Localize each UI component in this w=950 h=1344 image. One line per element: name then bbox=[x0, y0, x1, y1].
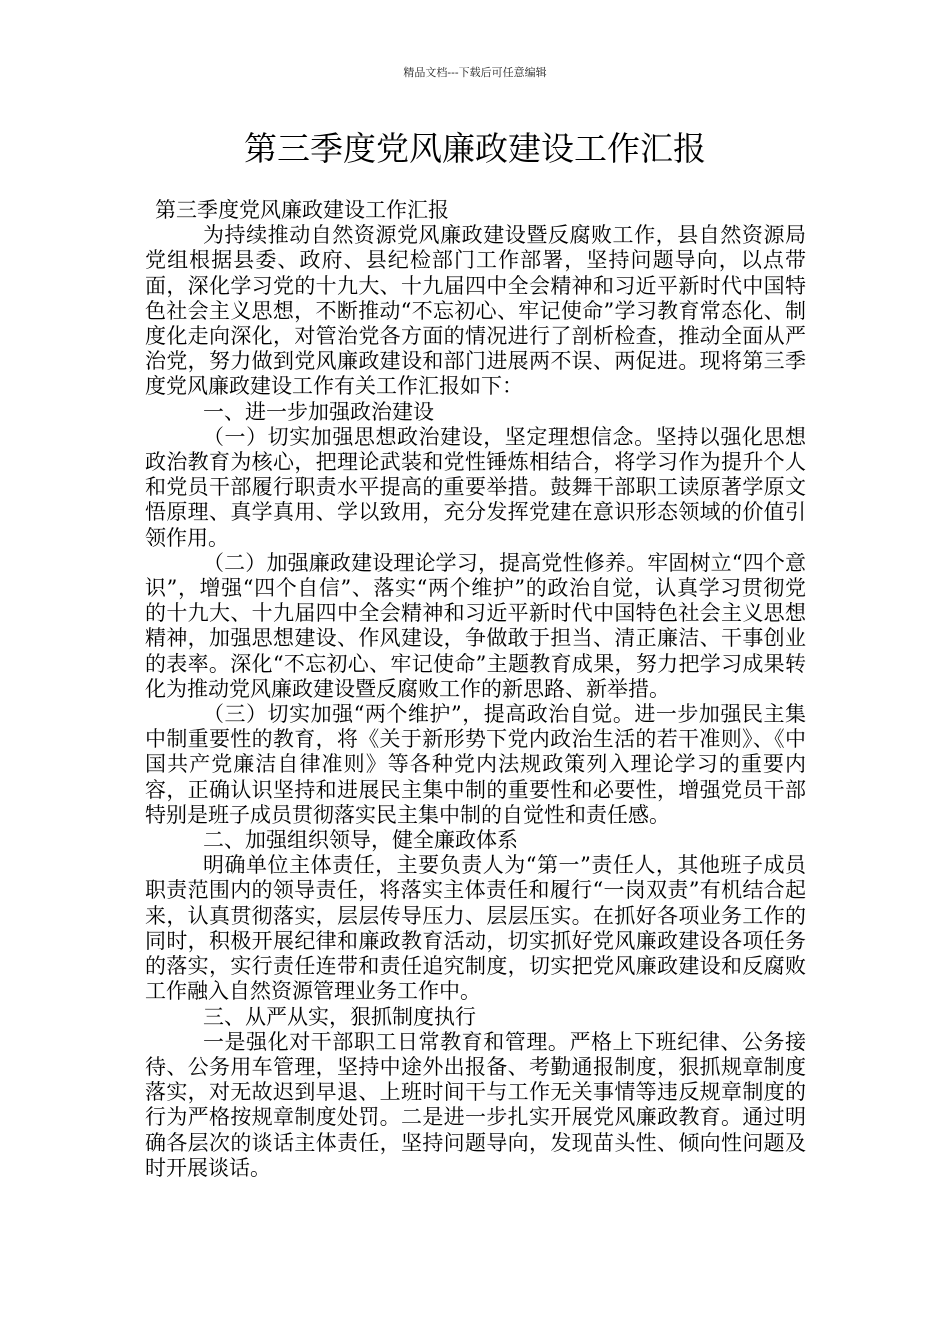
section-heading-1: 一、进一步加强政治建设 bbox=[203, 399, 434, 424]
paragraph-1-2: （二）加强廉政建设理论学习，提高党性修养。牢固树立“四个意识”，增强“四个自信”、落实“两个维护”的政治自觉，认真学习贯彻党的十九大、十九届四中全会精神和习近平新时代中国特色社会主义思想精神，加强思想建设、作风建设，争做敢于担当、清正廉洁、干事创业的表率。深化“不忘初心、牢记使命”主题教育成果，努力把学习成果转化为推动党风廉政建设暨反腐败工作的新思路、新举措。 bbox=[145, 550, 806, 701]
section-heading-2: 二、加强组织领导，健全廉政体系 bbox=[203, 828, 518, 853]
document-title: 第三季度党风廉政建设工作汇报 bbox=[244, 129, 706, 168]
paragraph-intro: 为持续推动自然资源党风廉政建设暨反腐败工作，县自然资源局党组根据县委、政府、县纪检部门工作部署，坚持问题导向，以点带面，深化学习党的十九大、十九届四中全会精神和习近平新时代中国特色社会主义思想，不断推动“不忘初心、牢记使命”学习教育常态化、制度化走向深化，对管治党各方面的情况进行了剖析检查，推动全面从严治党，努力做到党风廉政建设和部门进展两不误、两促进。现将第三季度党风廉政建设工作有关工作汇报如下： bbox=[145, 223, 806, 399]
document-subtitle: 第三季度党风廉政建设工作汇报 bbox=[155, 198, 449, 222]
paragraph-3: 一是强化对干部职工日常教育和管理。严格上下班纪律、公务接待、公务用车管理，坚持中途外出报备、考勤通报制度，狠抓规章制度落实，对无故迟到早退、上班时间干与工作无关事情等违反规章制度的行为严格按规章制度处罚。二是进一步扎实开展党风廉政教育。通过明确各层次的谈话主体责任，坚持问题导向，发现苗头性、倾向性问题及时开展谈话。 bbox=[145, 1029, 806, 1180]
header-note: 精品文档---下载后可任意编辑 bbox=[403, 66, 547, 79]
paragraph-2: 明确单位主体责任，主要负责人为“第一”责任人，其他班子成员职责范围内的领导责任，将落实主体责任和履行“一岗双责”有机结合起来，认真贯彻落实，层层传导压力、层层压实。在抓好各项业务工作的同时，积极开展纪律和廉政教育活动，切实抓好党风廉政建设各项任务的落实，实行责任连带和责任追究制度，切实把党风廉政建设和反腐败工作融入自然资源管理业务工作中。 bbox=[145, 853, 806, 1004]
section-heading-3: 三、从严从实，狠抓制度执行 bbox=[203, 1004, 476, 1029]
paragraph-1-3: （三）切实加强“两个维护”，提高政治自觉。进一步加强民主集中制重要性的教育，将《关于新形势下党内政治生活的若干准则》、《中国共产党廉洁自律准则》等各种党内法规政策列入理论学习的重要内容，正确认识坚持和进展民主集中制的重要性和必要性，增强党员干部特别是班子成员贯彻落实民主集中制的自觉性和责任感。 bbox=[145, 702, 806, 827]
document-body bbox=[145, 198, 806, 1181]
paragraph-1-1: （一）切实加强思想政治建设，坚定理想信念。坚持以强化思想政治教育为核心，把理论武装和党性锤炼相结合，将学习作为提升个人和党员干部履行职责水平提高的重要举措。鼓舞干部职工读原著学原文悟原理、真学真用、学以致用，充分发挥党建在意识形态领域的价值引领作用。 bbox=[145, 424, 806, 550]
